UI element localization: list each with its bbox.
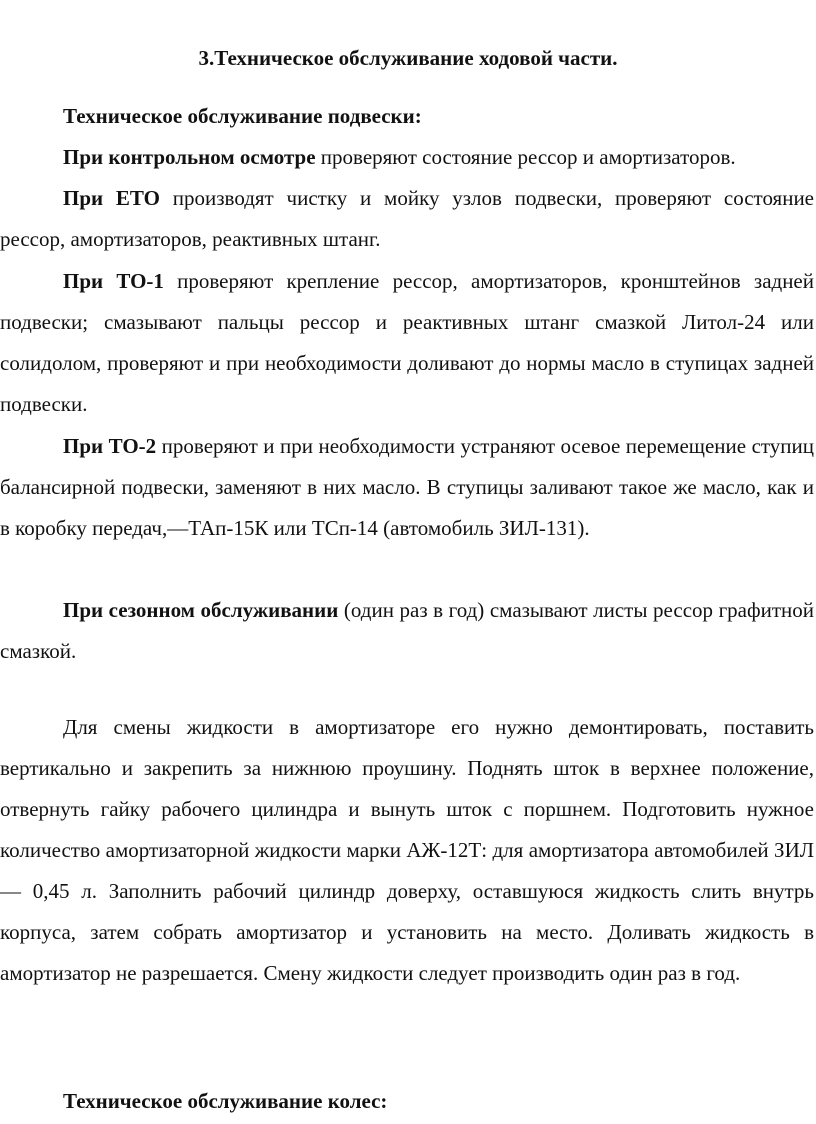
paragraph-eto [0, 178, 816, 260]
wheels-maintenance-heading: Техническое обслуживание колес: [63, 1089, 388, 1113]
paragraph-shock-absorber-fluid: Для смены жидкости в амортизаторе его нужно демонтировать, поставить вертикально и закрепить за нижнюю проушину. Поднять шток в верхнее положение, отвернуть гайку рабочего цилиндра и вынуть шток с поршнем. Подготовить нужное количество амортизаторной жидкости марки АЖ-12Т: для амортизатора автомобилей ЗИЛ — 0,45 л. Заполнить рабочий цилиндр доверху, оставшуюся жидкость слить внутрь корпуса, затем собрать амортизатор и установить на место. Доливать жидкость в амортизатор не разрешается. Смену жидкости следует производить один раз в год. [0, 715, 814, 985]
paragraph-lead: При сезонном обслуживании [63, 598, 339, 622]
paragraph-lead: При ТО-2 [63, 434, 157, 458]
paragraph-to2 [0, 426, 816, 549]
paragraph-text: проверяют крепление рессор, амортизаторов, кронштейнов задней подвески; смазывают пальцы рессор и реактивных штанг смазкой Литол-24 или солидолом, проверяют и при необходимости доливают до нормы масло в ступицах задней подвески. [0, 269, 814, 416]
paragraph-inspection [0, 137, 816, 178]
paragraph-text: проверяют состояние рессор и амортизаторов. [315, 145, 736, 169]
paragraph-lead: При ТО-1 [63, 269, 164, 293]
suspension-maintenance-heading: Техническое обслуживание подвески: [63, 104, 422, 128]
paragraph-text: проверяют и при необходимости устраняют осевое перемещение ступиц балансирной подвески, заменяют в них масло. В ступицы заливают такое же масло, как и в коробку передач,—ТАп-15К или ТСп-14 (автомобиль ЗИЛ-131). [0, 434, 815, 540]
paragraph-text: (один раз в год) смазывают листы рессор графитной смазкой. [0, 598, 814, 663]
paragraph-to1 [0, 261, 816, 425]
paragraph-seasonal [0, 590, 816, 672]
paragraph-lead: При контрольном осмотре [63, 145, 316, 169]
paragraph-lead: При ЕТО [63, 186, 160, 210]
paragraph-text: производят чистку и мойку узлов подвески, проверяют состояние рессор, амортизаторов, реактивных штанг. [0, 186, 815, 251]
document-title: 3.Техническое обслуживание ходовой части. [198, 46, 618, 70]
